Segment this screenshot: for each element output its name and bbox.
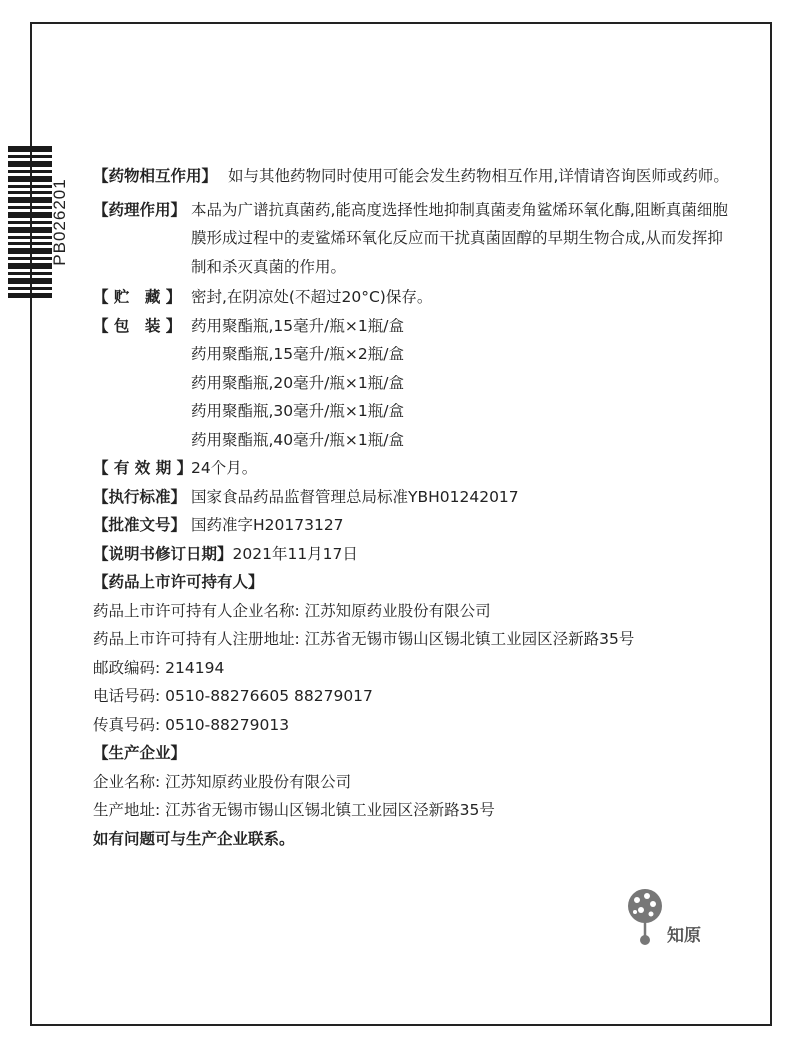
packaging-section — [93, 312, 733, 455]
packaging-item: 药用聚酯瓶,20毫升/瓶×1瓶/盒 — [191, 373, 404, 392]
mah-heading: 【药品上市许可持有人】 — [93, 573, 264, 591]
approval-value: 国药准字H20173127 — [191, 516, 344, 534]
standard-value: 国家食品药品监督管理总局标准YBH01242017 — [191, 487, 519, 506]
mah-phone: 电话号码: 0510-88276605 88279017 — [93, 687, 373, 705]
barcode — [8, 146, 52, 298]
revision-value: 2021年11月17日 — [232, 544, 358, 563]
pharmacology-section — [93, 196, 733, 282]
approval-section — [93, 511, 733, 540]
barcode-bar — [8, 293, 52, 298]
contact-note: 如有问题可与生产企业联系。 — [93, 829, 295, 848]
manufacturer-heading: 【生产企业】 — [93, 744, 187, 762]
packaging-item: 药用聚酯瓶,15毫升/瓶×2瓶/盒 — [191, 345, 404, 363]
packaging-list — [191, 312, 733, 455]
barcode-bar — [8, 197, 52, 203]
leaflet-content — [93, 162, 733, 853]
interactions-value: 如与其他药物同时使用可能会发生药物相互作用,详情请咨询医师或药师。 — [228, 167, 729, 185]
mah-company: 药品上市许可持有人企业名称: 江苏知原药业股份有限公司 — [93, 601, 491, 620]
company-logo — [627, 888, 717, 952]
product-code: PB026201 — [50, 178, 69, 266]
storage-value: 密封,在阴凉处(不超过20°C)保存。 — [191, 288, 433, 306]
barcode-bar — [8, 272, 52, 275]
logo-text: 知原 — [667, 926, 701, 946]
barcode-bar — [8, 161, 52, 167]
barcode-bar — [8, 278, 52, 284]
revision-label: 【说明书修订日期】 — [93, 544, 233, 563]
pharmacology-value: 本品为广谱抗真菌药,能高度选择性地抑制真菌麦角鲨烯环氧化酶,阻断真菌细胞膜形成过程中的麦鲨烯环氧化反应而干扰真菌固醇的早期生物合成,从而发挥抑制和杀灭真菌的作用。 — [191, 200, 728, 276]
validity-label: 【 有 效 期 】 — [93, 459, 193, 477]
barcode-bar — [8, 146, 52, 152]
barcode-bar — [8, 257, 52, 260]
standard-label: 【执行标准】 — [93, 487, 187, 506]
interactions-section — [93, 162, 733, 191]
barcode-bar — [8, 185, 52, 188]
mah-postcode: 邮政编码: 214194 — [93, 658, 225, 677]
pharmacology-label: 【药理作用】 — [93, 200, 187, 219]
barcode-bar — [8, 191, 52, 194]
packaging-item: 药用聚酯瓶,15毫升/瓶×1瓶/盒 — [191, 316, 404, 335]
barcode-bar — [8, 155, 52, 158]
standard-section — [93, 483, 733, 512]
barcode-bar — [8, 212, 52, 218]
packaging-item: 药用聚酯瓶,40毫升/瓶×1瓶/盒 — [191, 430, 404, 449]
packaging-item: 药用聚酯瓶,30毫升/瓶×1瓶/盒 — [191, 402, 404, 420]
side-code — [8, 146, 72, 298]
barcode-bar — [8, 176, 52, 182]
manufacturer-address: 生产地址: 江苏省无锡市锡山区锡北镇工业园区泾新路35号 — [93, 801, 495, 819]
barcode-bar — [8, 221, 52, 224]
barcode-bar — [8, 227, 52, 233]
packaging-label: 【 包 装 】 — [93, 316, 182, 335]
revision-section — [93, 540, 733, 569]
barcode-bar — [8, 263, 52, 269]
mah-address: 药品上市许可持有人注册地址: 江苏省无锡市锡山区锡北镇工业园区泾新路35号 — [93, 630, 635, 648]
validity-section — [93, 454, 733, 483]
barcode-bar — [8, 170, 52, 173]
mah-fax: 传真号码: 0510-88279013 — [93, 715, 290, 734]
barcode-bar — [8, 287, 52, 290]
manufacturer-company: 企业名称: 江苏知原药业股份有限公司 — [93, 772, 352, 791]
storage-label: 【 贮 藏 】 — [93, 288, 182, 306]
interactions-label: 【药物相互作用】 — [93, 167, 218, 185]
approval-label: 【批准文号】 — [93, 516, 187, 534]
storage-section — [93, 283, 733, 312]
barcode-bar — [8, 206, 52, 209]
barcode-bar — [8, 248, 52, 254]
barcode-bar — [8, 242, 52, 245]
barcode-bar — [8, 236, 52, 239]
validity-value: 24个月。 — [191, 459, 258, 477]
